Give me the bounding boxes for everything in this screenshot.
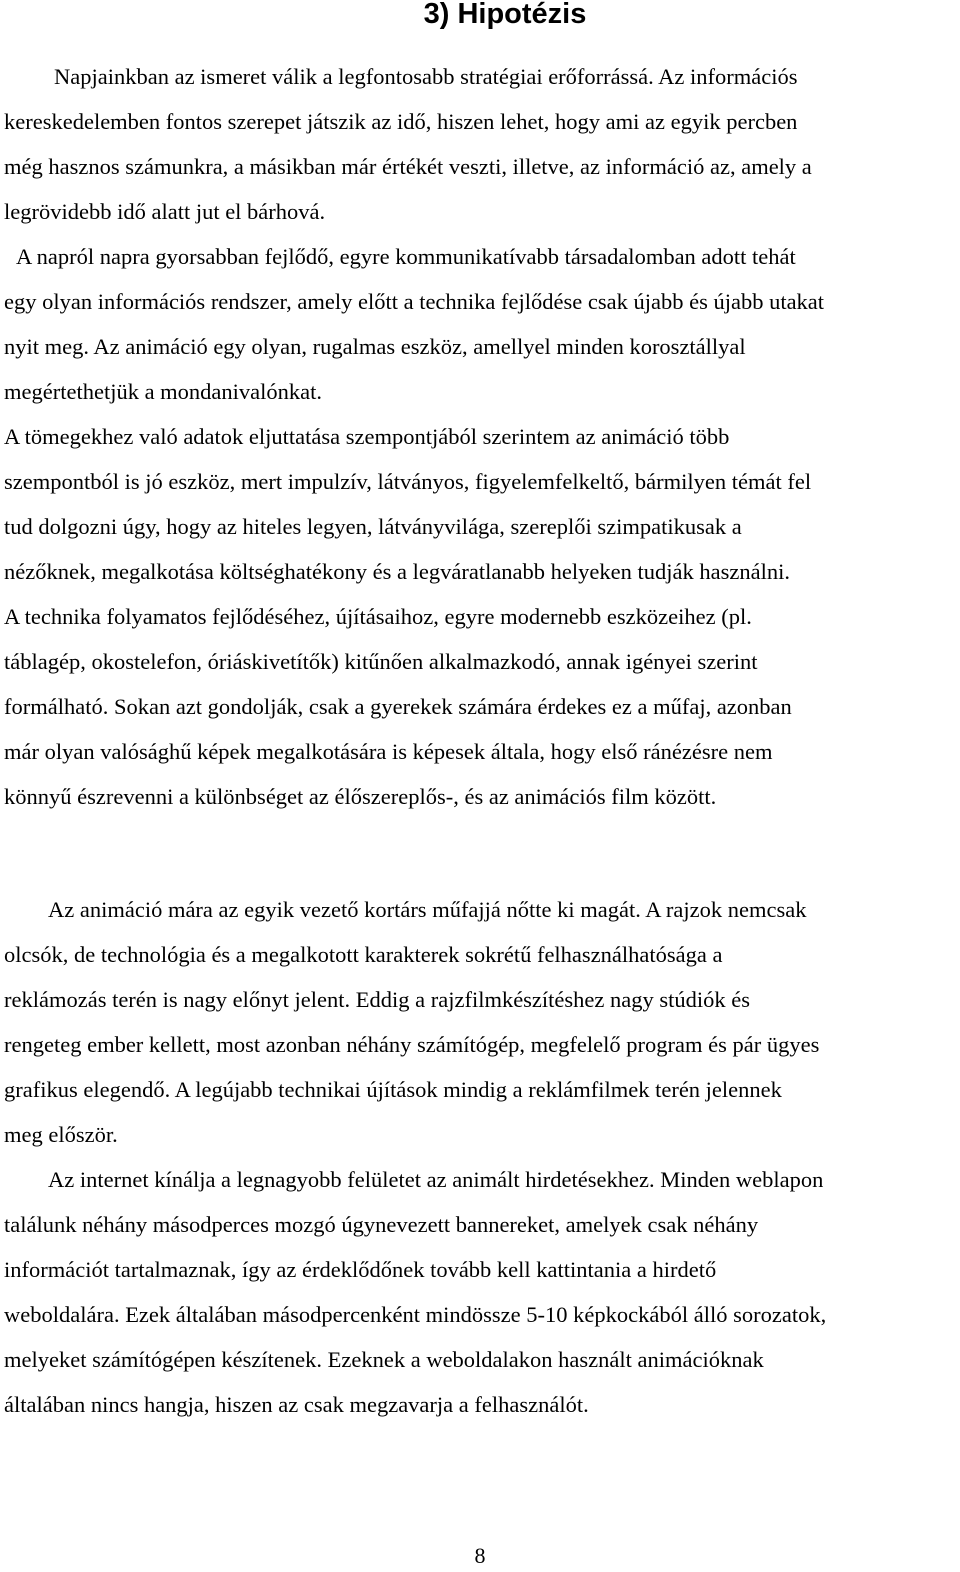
text-line: A technika folyamatos fejlődéséhez, újításaihoz, egyre modernebb eszközeihez (pl.: [4, 604, 752, 629]
text-line: A tömegekhez való adatok eljuttatása szempontjából szerintem az animáció több: [4, 424, 730, 449]
text-line: reklámozás terén is nagy előnyt jelent. Eddig a rajzfilmkészítéshez nagy stúdiók és: [4, 987, 751, 1012]
text-line: Napjainkban az ismeret válik a legfontosabb stratégiai erőforrássá. Az információs: [54, 64, 798, 89]
text-line: melyeket számítógépen készítenek. Ezeknek a weboldalakon használt animációknak: [4, 1347, 764, 1372]
text-line: A napról napra gyorsabban fejlődő, egyre kommunikatívabb társadalomban adott tehát: [16, 244, 796, 269]
text-line: már olyan valósághű képek megalkotására is képesek általa, hogy első ránézésre nem: [4, 739, 773, 764]
text-line: nézőknek, megalkotása költséghatékony és a legváratlanabb helyeken tudják használni.: [4, 559, 790, 584]
section-heading: 3) Hipotézis: [423, 0, 587, 30]
text-line: szempontból is jó eszköz, mert impulzív, látványos, figyelemfelkeltő, bármilyen témát fel: [4, 469, 812, 494]
text-line: megértethetjük a mondanivalónkat.: [4, 379, 323, 404]
text-line: még hasznos számunkra, a másikban már értékét veszti, illetve, az információ az, amely a: [4, 154, 812, 179]
text-line: általában nincs hangja, hiszen az csak megzavarja a felhasználót.: [4, 1392, 589, 1417]
text-line: tud dolgozni úgy, hogy az hiteles legyen, látványvilága, szereplői szimpatikusak a: [4, 514, 742, 539]
text-line: nyit meg. Az animáció egy olyan, rugalmas eszköz, amellyel minden korosztállyal: [4, 334, 746, 359]
text-line: kereskedelemben fontos szerepet játszik az idő, hiszen lehet, hogy ami az egyik percben: [4, 109, 798, 134]
text-line: olcsók, de technológia és a megalkotott karakterek sokrétű felhasználhatósága a: [4, 942, 723, 967]
text-line: legrövidebb idő alatt jut el bárhová.: [4, 199, 326, 224]
text-line: egy olyan információs rendszer, amely előtt a technika fejlődése csak újabb és újabb utakat: [4, 289, 825, 314]
text-line: weboldalára. Ezek általában másodpercenként mindössze 5-10 képkockából álló sorozatok,: [4, 1302, 827, 1327]
text-line: meg először.: [4, 1122, 118, 1147]
text-line: formálható. Sokan azt gondolják, csak a gyerekek számára érdekes ez a műfaj, azonban: [4, 694, 792, 719]
text-line: grafikus elegendő. A legújabb technikai újítások mindig a reklámfilmek terén jelennek: [4, 1077, 782, 1102]
text-line: találunk néhány másodperces mozgó úgynevezett bannereket, amelyek csak néhány: [4, 1212, 759, 1237]
text-line: információt tartalmaznak, így az érdeklődőnek tovább kell kattintania a hirdető: [4, 1257, 717, 1282]
page-number: 8: [474, 1543, 486, 1568]
text-line: könnyű észrevenni a különbséget az élőszereplős-, és az animációs film között.: [4, 784, 717, 809]
text-line: Az internet kínálja a legnagyobb felületet az animált hirdetésekhez. Minden weblapon: [48, 1167, 824, 1192]
text-line: táblagép, okostelefon, óriáskivetítők) kitűnően alkalmazkodó, annak igényei szerint: [4, 649, 758, 674]
text-line: Az animáció mára az egyik vezető kortárs műfajjá nőtte ki magát. A rajzok nemcsak: [48, 897, 807, 922]
text-line: rengeteg ember kellett, most azonban néhány számítógép, megfelelő program és pár ügyes: [4, 1032, 820, 1057]
